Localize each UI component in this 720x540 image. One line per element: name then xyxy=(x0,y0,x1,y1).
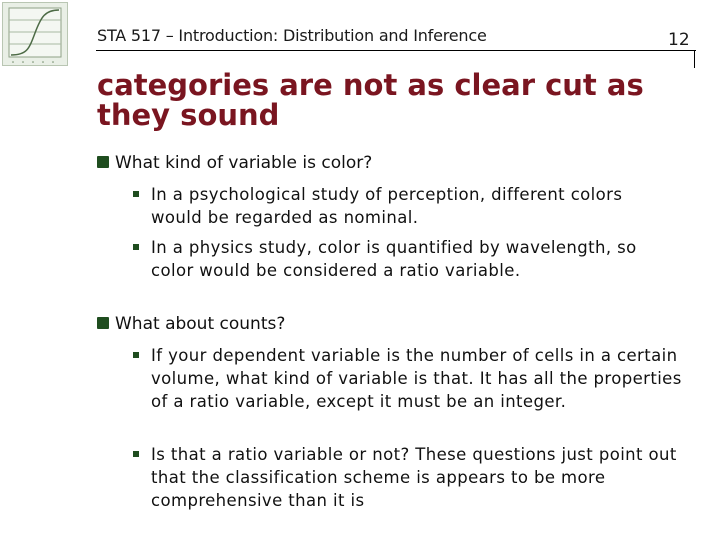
sub-bullet-text: In a psychological study of perception, different colors would be regarded as nominal. xyxy=(151,185,623,227)
sub-bullet-text: If your dependent variable is the number of cells in a certain volume, what kind of variable is that. It has all the properties of a ratio variable, except it must be an integer. xyxy=(151,346,682,411)
slide-title: categories are not as clear cut as they sound xyxy=(97,68,644,132)
square-bullet-icon xyxy=(97,156,109,168)
page-number: 12 xyxy=(668,30,690,50)
header-divider xyxy=(96,50,696,51)
list-item xyxy=(97,313,285,335)
bullet-text: What kind of variable is color? xyxy=(115,153,373,173)
square-bullet-icon xyxy=(97,317,109,329)
sub-bullet-text: In a physics study, color is quantified by wavelength, so color would be considered a ratio variable. xyxy=(151,238,637,280)
bullet-text: What about counts? xyxy=(115,314,286,334)
square-bullet-icon xyxy=(133,451,139,457)
list-item xyxy=(133,183,653,229)
sub-bullet-text: Is that a ratio variable or not? These questions just point out that the classification scheme is appears to be more comprehensive than it is xyxy=(151,445,677,510)
list-item xyxy=(97,152,372,174)
list-item xyxy=(133,443,693,512)
list-item xyxy=(133,344,693,413)
square-bullet-icon xyxy=(133,244,139,250)
header-divider-tick xyxy=(694,50,695,68)
square-bullet-icon xyxy=(133,191,139,197)
cdf-curve-logo xyxy=(2,2,68,66)
header-title: STA 517 – Introduction: Distribution and Inference xyxy=(97,26,487,45)
list-item xyxy=(133,236,653,282)
square-bullet-icon xyxy=(133,352,139,358)
